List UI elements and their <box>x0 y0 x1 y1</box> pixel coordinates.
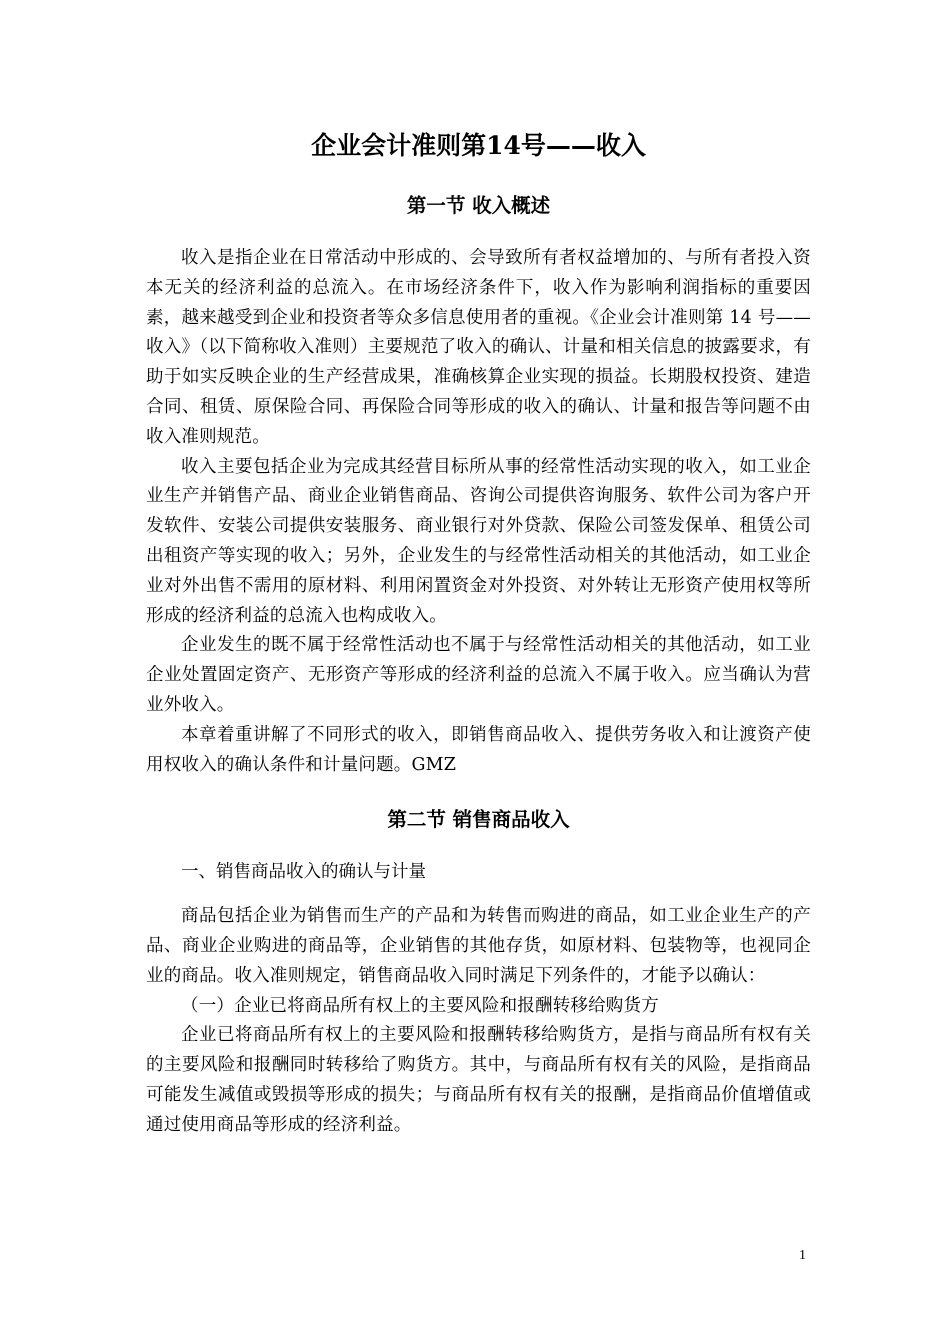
paragraph: 企业已将商品所有权上的主要风险和报酬转移给购货方，是指与商品所有权有关的主要风险和报酬同时转移给了购货方。其中，与商品所有权有关的风险，是指商品可能发生减值或毁损等形成的损失；与商品所有权有关的报酬，是指商品价值增值或通过使用商品等形成的经济利益。 <box>146 1025 811 1135</box>
paragraph: 收入是指企业在日常活动中形成的、会导致所有者权益增加的、与所有者投入资本无关的经济利益的总流入。在市场经济条件下，收入作为影响利润指标的重要因素，越来越受到企业和投资者等众多信息使用者的重视。《企业会计准则第 14 号——收入》（以下简称收入准则）主要规范了收入的确认、计量和相关信息的披露要求，有助于如实反映企业的生产经营成果，准确核算企业实现的损益。长期股权投资、建造合同、租赁、原保险合同、再保险合同等形成的收入的确认、计量和报告等问题不由收入准则规范。 <box>146 248 811 447</box>
section-heading-1: 第一节 收入概述 <box>406 194 551 217</box>
page-number: 1 <box>799 1248 806 1263</box>
paragraph: 本章着重讲解了不同形式的收入，即销售商品收入、提供劳务收入和让渡资产使用权收入的确认条件和计量问题。GMZ <box>146 724 811 775</box>
title-prefix: 企业会计准则第 <box>311 131 487 160</box>
subheading: 一、销售商品收入的确认与计量 <box>181 862 426 883</box>
spacer <box>146 780 811 802</box>
paragraph: 商品包括企业为销售而生产的产品和为转售而购进的商品，如工业企业生产的产品、商业企业购进的商品等，企业销售的其他存货，如原材料、包装物等，也视同企业的商品。收入准则规定，销售商品收入同时满足下列条件的，才能予以确认： <box>146 906 811 986</box>
title-number: 14 <box>486 131 521 160</box>
paragraph: 企业发生的既不属于经常性活动也不属于与经常性活动相关的其他活动，如工业企业处置固定资产、无形资产等形成的经济利益的总流入不属于收入。应当确认为营业外收入。 <box>146 635 811 715</box>
section-heading-2: 第二节 销售商品收入 <box>387 808 570 832</box>
paragraph: 收入主要包括企业为完成其经营目标所从事的经常性活动实现的收入，如工业企业生产并销售产品、商业企业销售商品、咨询公司提供咨询服务、软件公司为客户开发软件、安装公司提供安装服务、商业银行对外贷款、保险公司签发保单、租赁公司出租资产等实现的收入；另外，企业发生的与经常性活动相关的其他活动，如工业企业对外出售不需用的原材料、利用闲置资金对外投资、对外转让无形资产使用权等所形成的经济利益的总流入也构成收入。 <box>146 456 811 626</box>
paragraph-condition-heading: （一）企业已将商品所有权上的主要风险和报酬转移给购货方 <box>181 995 659 1016</box>
document-title <box>146 126 811 166</box>
title-suffix: 号——收入 <box>520 131 646 160</box>
document-body <box>146 126 811 1141</box>
